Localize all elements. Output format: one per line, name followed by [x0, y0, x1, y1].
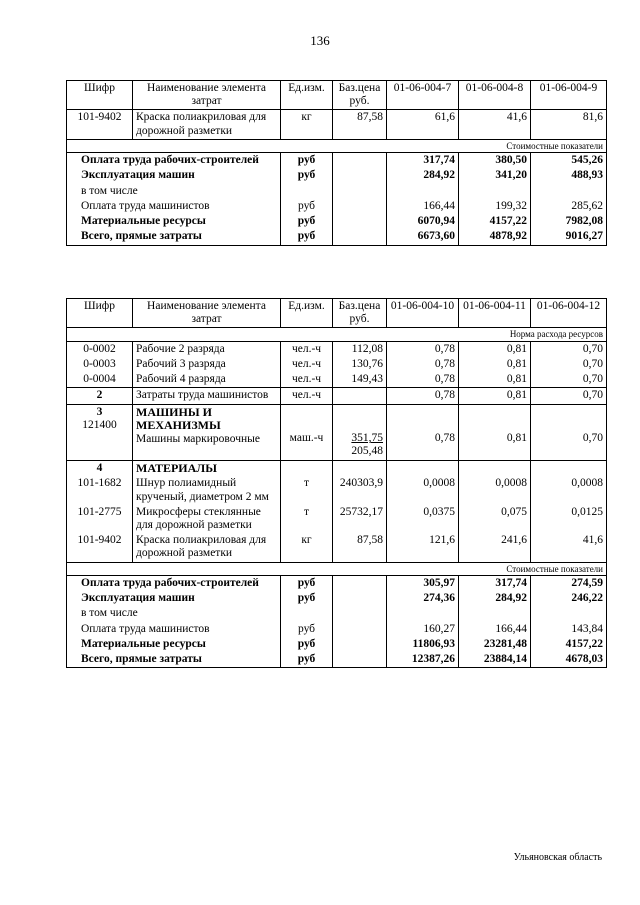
cost-value-2: 166,44 [459, 622, 531, 637]
material-name: Микросферы стеклянные для дорожной разметки [133, 505, 281, 533]
cost-value-3: 488,93 [531, 168, 607, 183]
labor-value-3: 0,70 [531, 372, 607, 388]
material-unit: т [281, 476, 333, 504]
material-value-3: 0,0125 [531, 505, 607, 533]
materials-blank-4 [459, 460, 531, 476]
labor-price: 149,43 [333, 372, 387, 388]
cost-name: Материальные ресурсы [67, 637, 281, 652]
materials-blank-3 [387, 460, 459, 476]
material-price: 87,58 [333, 533, 387, 562]
header-code: Шифр [67, 299, 133, 328]
norm-label-row [67, 328, 607, 341]
labor-code: 0-0003 [67, 357, 133, 372]
material-row [67, 476, 607, 504]
cost-price [333, 606, 387, 621]
cost-name: Эксплуатация машин [67, 591, 281, 606]
cost-value-1 [387, 184, 459, 199]
cost-value-1: 6070,94 [387, 214, 459, 229]
material-code: 101-2775 [67, 505, 133, 533]
cost-price [333, 184, 387, 199]
cost-name: в том числе [67, 184, 281, 199]
cost-price [333, 214, 387, 229]
cost-unit: руб [281, 199, 333, 214]
cost-value-2: 4878,92 [459, 229, 531, 245]
machine-value-1-cell [387, 404, 459, 460]
cost-value-2: 341,20 [459, 168, 531, 183]
table2-cost-rows [67, 575, 607, 667]
labor-value-3: 0,70 [531, 357, 607, 372]
cost-unit: руб [281, 622, 333, 637]
cost-row [67, 575, 607, 591]
labor-value-1: 0,78 [387, 372, 459, 388]
labor-unit: чел.-ч [281, 372, 333, 388]
cost-row [67, 606, 607, 621]
cost-row [67, 153, 607, 169]
cost-value-2: 23281,48 [459, 637, 531, 652]
resource-value-2: 41,6 [459, 110, 531, 139]
cost-row [67, 168, 607, 183]
machine-value-1: 0,78 [434, 432, 455, 445]
header-name: Наименование элемента затрат [133, 81, 281, 110]
section-label: Стоимостные показатели [67, 139, 607, 152]
labor-name: Рабочие 2 разряда [133, 341, 281, 357]
labor-price: 112,08 [333, 341, 387, 357]
resource-price: 87,58 [333, 110, 387, 139]
cost-name: в том числе [67, 606, 281, 621]
material-price: 240303,9 [333, 476, 387, 504]
cost-unit: руб [281, 591, 333, 606]
labor-value-1: 0,78 [387, 357, 459, 372]
labor-row [67, 357, 607, 372]
cost-unit: руб [281, 153, 333, 169]
cost-value-2: 380,50 [459, 153, 531, 169]
header-col-2: 01-06-004-11 [459, 299, 531, 328]
cost-value-1: 12387,26 [387, 652, 459, 668]
cost-unit: руб [281, 652, 333, 668]
cost-price [333, 168, 387, 183]
material-value-1: 121,6 [387, 533, 459, 562]
section-label: Стоимостные показатели [67, 562, 607, 575]
cost-row [67, 652, 607, 668]
machinist-price [333, 388, 387, 404]
machine-value-3-cell [531, 404, 607, 460]
cost-price [333, 652, 387, 668]
cost-unit: руб [281, 229, 333, 245]
cost-value-3: 143,84 [531, 622, 607, 637]
labor-name: Рабочий 4 разряда [133, 372, 281, 388]
header-unit: Ед.изм. [281, 81, 333, 110]
machine-name: Машины маркировочные [136, 433, 260, 446]
machine-unit: маш.-ч [289, 432, 324, 445]
material-value-1: 0,0008 [387, 476, 459, 504]
header-col-3: 01-06-004-9 [531, 81, 607, 110]
material-price: 25732,17 [333, 505, 387, 533]
resource-unit: кг [281, 110, 333, 139]
material-value-3: 0,0008 [531, 476, 607, 504]
estimate-table-1 [66, 80, 607, 246]
cost-unit [281, 184, 333, 199]
cost-value-1: 166,44 [387, 199, 459, 214]
header-price: Баз.цена руб. [333, 81, 387, 110]
cost-row [67, 591, 607, 606]
cost-value-1: 284,92 [387, 168, 459, 183]
cost-value-2: 4157,22 [459, 214, 531, 229]
machine-value-2-cell [459, 404, 531, 460]
labor-code: 0-0002 [67, 341, 133, 357]
cost-price [333, 153, 387, 169]
materials-blank-5 [531, 460, 607, 476]
cost-value-1: 317,74 [387, 153, 459, 169]
section-label-row [67, 139, 607, 152]
header-price: Баз.цена руб. [333, 299, 387, 328]
cost-value-1: 305,97 [387, 575, 459, 591]
cost-value-3 [531, 184, 607, 199]
material-value-2: 0,075 [459, 505, 531, 533]
labor-value-1: 0,78 [387, 341, 459, 357]
cost-value-1 [387, 606, 459, 621]
cost-name: Оплата труда машинистов [67, 622, 281, 637]
labor-unit: чел.-ч [281, 357, 333, 372]
resource-name: Краска полиакриловая для дорожной разметки [133, 110, 281, 139]
table1-cost-rows [67, 153, 607, 245]
cost-row [67, 199, 607, 214]
material-value-2: 0,0008 [459, 476, 531, 504]
labor-code: 0-0004 [67, 372, 133, 388]
materials-title-row [67, 460, 607, 476]
machine-value-3: 0,70 [582, 432, 603, 445]
machines-code-text: 3 [96, 405, 103, 418]
cost-value-3: 4678,03 [531, 652, 607, 668]
machine-price: 351,75 [351, 432, 383, 445]
labor-rows [67, 341, 607, 388]
machines-title-cell [133, 404, 281, 460]
machinist-unit: чел.-ч [281, 388, 333, 404]
machine-price-cell [333, 404, 387, 460]
cost-name: Оплата труда рабочих-строителей [67, 575, 281, 591]
header-col-3: 01-06-004-12 [531, 299, 607, 328]
labor-row [67, 372, 607, 388]
cost-unit: руб [281, 637, 333, 652]
labor-unit: чел.-ч [281, 341, 333, 357]
material-name: Краска полиакриловая для дорожной разметки [133, 533, 281, 562]
cost-price [333, 199, 387, 214]
resource-value-3: 81,6 [531, 110, 607, 139]
cost-name: Всего, прямые затраты [67, 229, 281, 245]
header-code: Шифр [67, 81, 133, 110]
material-code: 101-9402 [67, 533, 133, 562]
machinist-value-3: 0,70 [531, 388, 607, 404]
material-unit: кг [281, 533, 333, 562]
region-footer: Ульяновская область [513, 852, 602, 863]
cost-value-1: 11806,93 [387, 637, 459, 652]
material-value-2: 241,6 [459, 533, 531, 562]
table1-header-row [67, 81, 607, 110]
cost-value-2 [459, 184, 531, 199]
machinist-value-1: 0,78 [387, 388, 459, 404]
cost-price [333, 622, 387, 637]
cost-name: Материальные ресурсы [67, 214, 281, 229]
header-unit: Ед.изм. [281, 299, 333, 328]
cost-value-3 [531, 606, 607, 621]
page-number: 136 [310, 33, 330, 48]
labor-value-2: 0,81 [459, 357, 531, 372]
machine-price-2: 205,48 [351, 445, 383, 458]
section-label-row [67, 562, 607, 575]
cost-value-3: 274,59 [531, 575, 607, 591]
cost-name: Оплата труда рабочих-строителей [67, 153, 281, 169]
materials-blank-1 [281, 460, 333, 476]
machines-title: МАШИНЫ И МЕХАНИЗМЫ [136, 404, 221, 433]
labor-value-3: 0,70 [531, 341, 607, 357]
labor-price: 130,76 [333, 357, 387, 372]
machinist-row [67, 388, 607, 404]
machines-section-row [67, 404, 607, 460]
header-col-1: 01-06-004-10 [387, 299, 459, 328]
machine-code: 121400 [82, 418, 117, 431]
material-rows [67, 476, 607, 562]
cost-price [333, 229, 387, 245]
machines-code [67, 404, 133, 460]
cost-value-3: 7982,08 [531, 214, 607, 229]
cost-value-2: 199,32 [459, 199, 531, 214]
cost-value-1: 6673,60 [387, 229, 459, 245]
cost-price [333, 637, 387, 652]
cost-unit: руб [281, 168, 333, 183]
material-unit: т [281, 505, 333, 533]
labor-value-2: 0,81 [459, 341, 531, 357]
cost-unit [281, 606, 333, 621]
cost-value-2 [459, 606, 531, 621]
norm-label: Норма расхода ресурсов [67, 328, 607, 341]
cost-value-1: 274,36 [387, 591, 459, 606]
material-value-1: 0,0375 [387, 505, 459, 533]
table2-header-row [67, 299, 607, 328]
resource-code: 101-9402 [67, 110, 133, 139]
cost-row [67, 229, 607, 245]
machinist-code: 2 [67, 388, 133, 404]
cost-row [67, 214, 607, 229]
material-row [67, 533, 607, 562]
cost-row [67, 622, 607, 637]
header-name: Наименование элемента затрат [133, 299, 281, 328]
cost-unit: руб [281, 575, 333, 591]
cost-value-2: 317,74 [459, 575, 531, 591]
materials-blank-2 [333, 460, 387, 476]
cost-value-3: 545,26 [531, 153, 607, 169]
cost-row [67, 184, 607, 199]
header-col-2: 01-06-004-8 [459, 81, 531, 110]
cost-value-3: 9016,27 [531, 229, 607, 245]
machine-unit-cell [281, 404, 333, 460]
resource-row [67, 110, 607, 139]
machinist-name: Затраты труда машинистов [133, 388, 281, 404]
material-value-3: 41,6 [531, 533, 607, 562]
cost-value-3: 285,62 [531, 199, 607, 214]
labor-value-2: 0,81 [459, 372, 531, 388]
estimate-table-2 [66, 298, 607, 668]
cost-value-3: 4157,22 [531, 637, 607, 652]
labor-name: Рабочий 3 разряда [133, 357, 281, 372]
cost-name: Всего, прямые затраты [67, 652, 281, 668]
cost-value-2: 23884,14 [459, 652, 531, 668]
cost-price [333, 575, 387, 591]
cost-name: Оплата труда машинистов [67, 199, 281, 214]
header-col-1: 01-06-004-7 [387, 81, 459, 110]
machinist-value-2: 0,81 [459, 388, 531, 404]
cost-name: Эксплуатация машин [67, 168, 281, 183]
cost-value-1: 160,27 [387, 622, 459, 637]
labor-row [67, 341, 607, 357]
cost-value-3: 246,22 [531, 591, 607, 606]
material-name: Шнур полиамидный крученый, диаметром 2 мм [133, 476, 281, 504]
material-code: 101-1682 [67, 476, 133, 504]
materials-title: МАТЕРИАЛЫ [133, 460, 281, 476]
resource-value-1: 61,6 [387, 110, 459, 139]
cost-price [333, 591, 387, 606]
cost-value-2: 284,92 [459, 591, 531, 606]
materials-code: 4 [67, 460, 133, 476]
cost-unit: руб [281, 214, 333, 229]
material-row [67, 505, 607, 533]
cost-row [67, 637, 607, 652]
machine-value-2: 0,81 [506, 432, 527, 445]
